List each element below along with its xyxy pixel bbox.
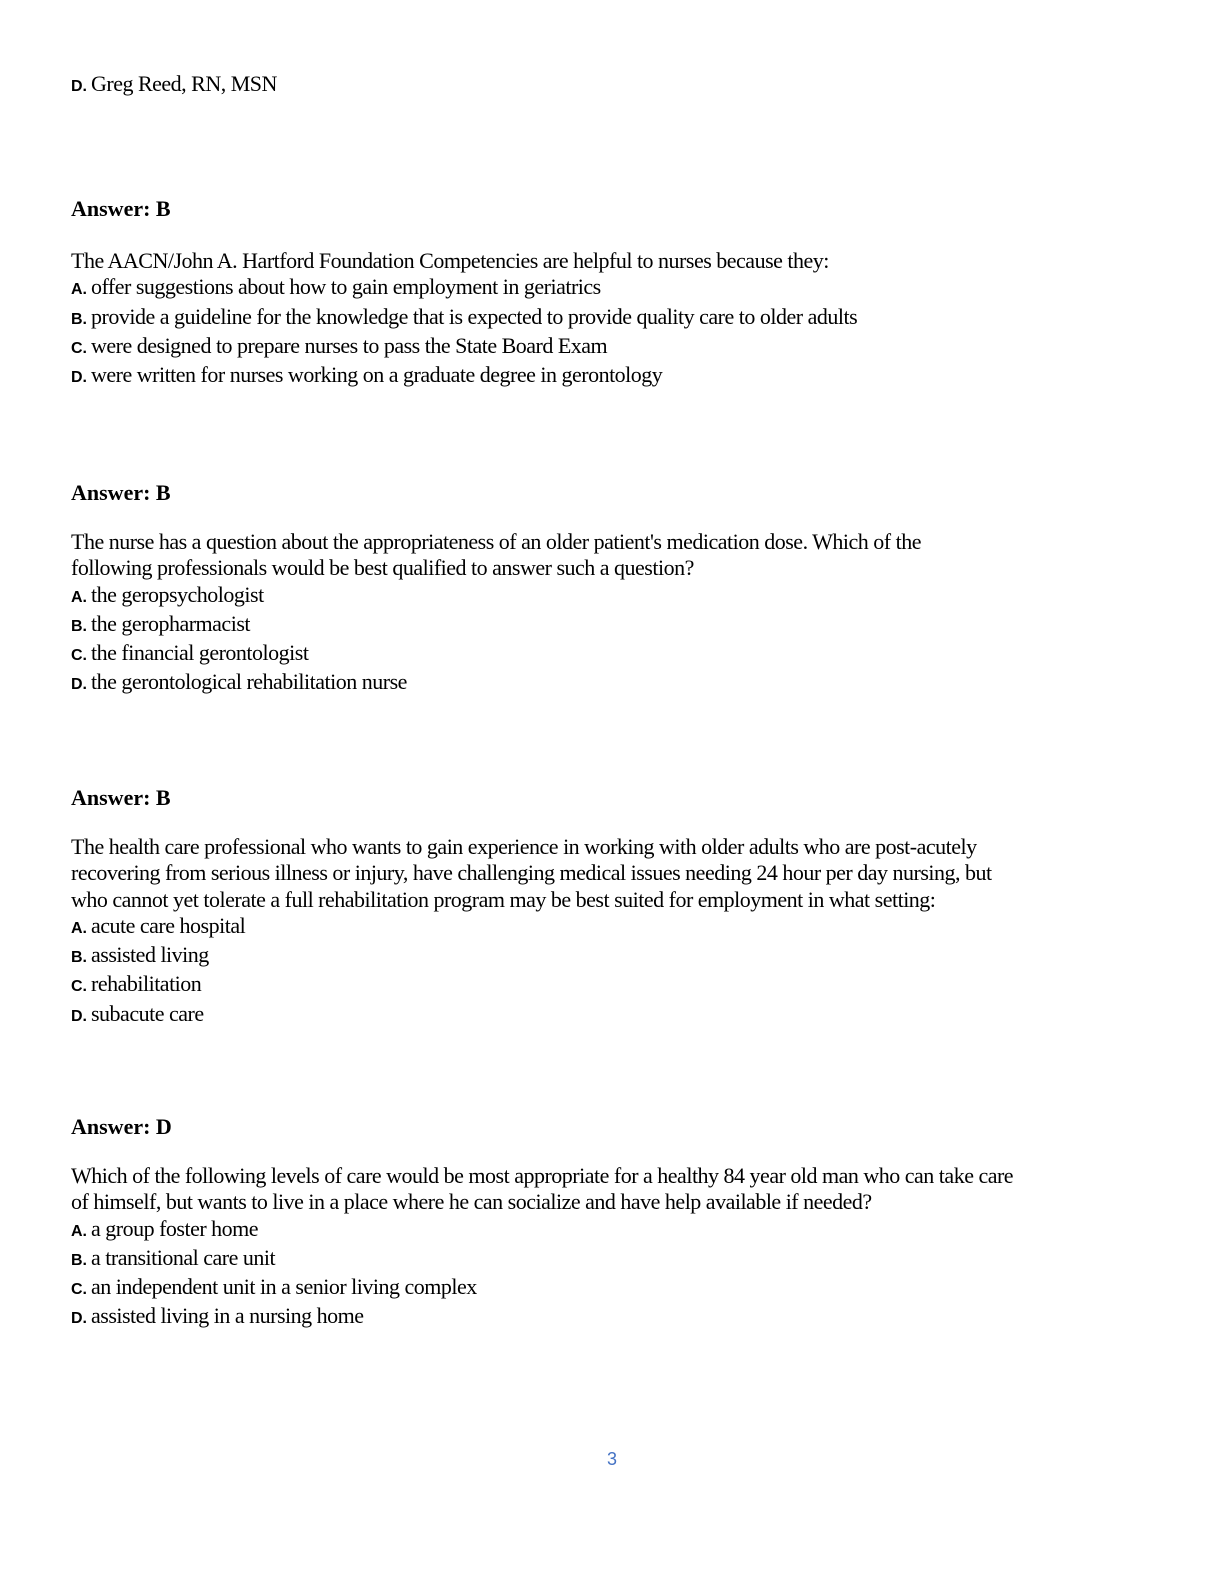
option-text: assisted living in a nursing home — [91, 1303, 364, 1329]
option-letter: C. — [71, 647, 87, 665]
answer-key: Answer: B — [71, 480, 171, 505]
question-text-line: following professionals would be best qualified to answer such a question? — [71, 555, 694, 581]
option-line — [71, 1274, 1144, 1303]
option-letter: A. — [71, 1222, 87, 1240]
option-letter: B. — [71, 617, 87, 635]
option-line — [71, 1001, 1144, 1030]
option-text: a group foster home — [91, 1215, 259, 1241]
option-text: subacute care — [91, 1000, 204, 1026]
question-text-line: recovering from serious illness or injury, have challenging medical issues needing 24 hour per day nursing, but — [71, 860, 992, 886]
answer-key: Answer: D — [71, 1114, 172, 1139]
question-text-line: The health care professional who wants to gain experience in working with older adults who are post-acutely — [71, 834, 977, 859]
option-line — [71, 1245, 1144, 1274]
option-line — [71, 274, 1144, 303]
answer-key: Answer: B — [71, 196, 171, 221]
option-text: the geropsychologist — [91, 581, 264, 607]
option-text: rehabilitation — [91, 971, 202, 997]
option-letter: A. — [71, 281, 87, 299]
option-letter: C. — [71, 339, 87, 357]
option-text: the gerontological rehabilitation nurse — [91, 669, 407, 695]
option-letter: B. — [71, 1251, 87, 1269]
option-letter: D. — [71, 1007, 87, 1025]
option-letter: C. — [71, 978, 87, 996]
question-text-line: who cannot yet tolerate a full rehabilitation program may be best suited for employment in what setting: — [71, 886, 936, 912]
option-text: provide a guideline for the knowledge that is expected to provide quality care to older adults — [91, 303, 858, 329]
option-letter: D. — [71, 676, 87, 694]
option-line — [71, 669, 1144, 698]
question — [71, 1163, 1144, 1333]
option-letter: A. — [71, 588, 87, 606]
option-letter: D. — [71, 78, 87, 95]
option-text: a transitional care unit — [91, 1244, 276, 1270]
question-text: The AACN/John A. Hartford Foundation Competencies are helpful to nurses because they: — [71, 248, 829, 273]
option-text: were designed to prepare nurses to pass the State Board Exam — [91, 332, 608, 358]
question-text-line: The nurse has a question about the appropriateness of an older patient's medication dose. Which of the — [71, 529, 922, 554]
option-line — [71, 1303, 1144, 1332]
option-line — [71, 971, 1144, 1000]
option-letter: A. — [71, 919, 87, 937]
option-line — [71, 333, 1144, 362]
question — [71, 529, 1144, 699]
option-line — [71, 582, 1144, 611]
option-text: the financial gerontologist — [91, 640, 309, 666]
option-letter: D. — [71, 1310, 87, 1328]
option-line — [71, 1216, 1144, 1245]
option-letter: B. — [71, 949, 87, 967]
option-letter: C. — [71, 1281, 87, 1299]
option-line — [71, 71, 1144, 100]
question — [71, 248, 1144, 391]
carryover-option — [71, 71, 1144, 100]
option-letter: D. — [71, 369, 87, 387]
option-line — [71, 362, 1144, 391]
option-line — [71, 611, 1144, 640]
page-number: 3 — [606, 1449, 617, 1469]
question-text-line: of himself, but wants to live in a place where he can socialize and have help available if needed? — [71, 1189, 872, 1215]
option-text: offer suggestions about how to gain employment in geriatrics — [91, 274, 601, 300]
answer-key: Answer: B — [71, 785, 171, 810]
option-text: were written for nurses working on a graduate degree in gerontology — [91, 362, 663, 388]
option-letter: B. — [71, 310, 87, 328]
option-line — [71, 942, 1144, 971]
option-line — [71, 304, 1144, 333]
option-text: the geropharmacist — [91, 610, 250, 636]
option-text: acute care hospital — [91, 912, 246, 938]
option-text: an independent unit in a senior living complex — [91, 1274, 477, 1300]
question — [71, 834, 1144, 1030]
option-text: Greg Reed, RN, MSN — [91, 71, 277, 96]
option-text: assisted living — [91, 942, 209, 968]
option-line — [71, 640, 1144, 669]
option-line — [71, 913, 1144, 942]
question-text-line: Which of the following levels of care would be most appropriate for a healthy 84 year old man who can take care — [71, 1163, 1014, 1188]
